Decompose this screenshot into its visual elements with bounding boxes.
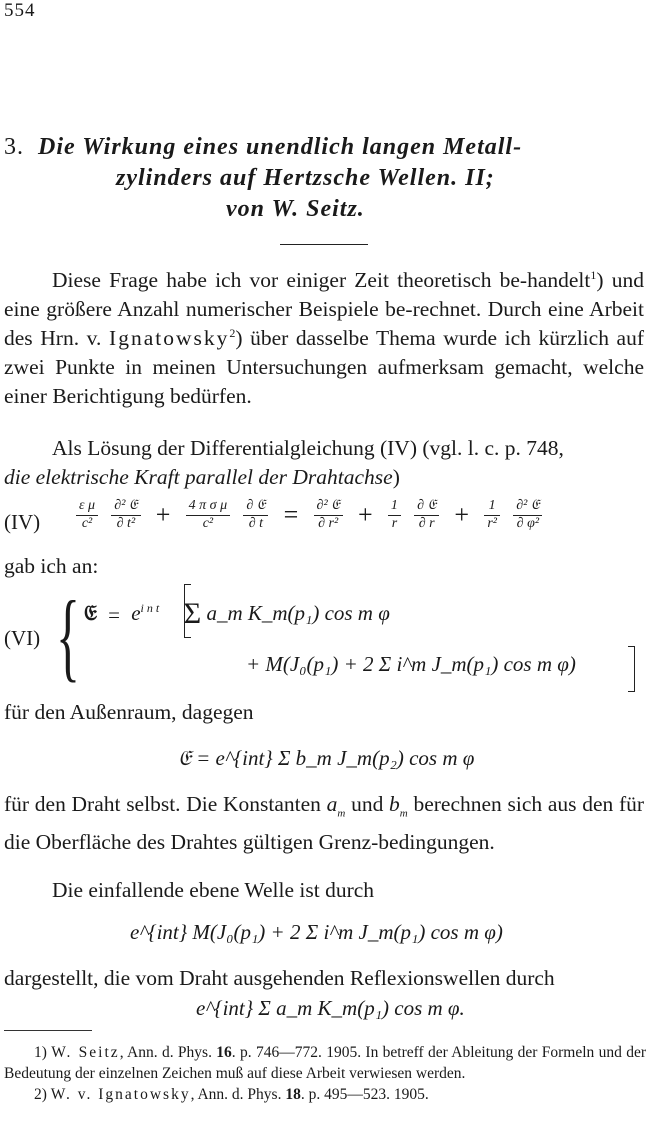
constant-a: a [326, 792, 338, 816]
aussenraum-line [4, 698, 644, 727]
equation-vi-line-2 [246, 652, 576, 677]
footnote-1 [4, 1042, 646, 1084]
sum-symbol: Σ [183, 597, 202, 630]
frac-den: r² [487, 516, 497, 531]
constant-b: b [389, 792, 400, 816]
footnotes [4, 1042, 646, 1105]
plus-sign: + [155, 500, 171, 529]
right-bracket [628, 646, 635, 692]
wire-eq-text: 𝔈 = e^{int} Σ b_m J_m(p₂) cos m φ [178, 746, 475, 770]
frac-num: ∂ 𝔈 [243, 498, 268, 516]
paragraph-3 [4, 790, 644, 857]
vi-line2-terms: + M(J₀(p₁) + 2 Σ i^m J_m(p₁) cos m φ) [246, 652, 576, 676]
frac-d2e-dt2 [111, 498, 140, 532]
para4-text: Die einfallende ebene Welle ist durch [52, 878, 375, 902]
frac-den: c² [202, 516, 214, 531]
fn2-volume: 18 [285, 1086, 301, 1103]
frac-den: ∂ r² [318, 516, 339, 531]
frac-num: 1 [484, 498, 500, 516]
title-line-2: zylinders auf Hertzsche Wellen. II; [116, 165, 495, 191]
fn2-journal: , Ann. d. Phys. [190, 1086, 282, 1103]
page-number: 554 [4, 0, 36, 21]
frac-num: ∂² 𝔈 [111, 498, 140, 516]
word-und: und [351, 792, 384, 816]
frac-eps-mu [76, 498, 98, 532]
footnote-ref-1: 1 [590, 267, 597, 282]
author-ignatowsky: Ignatowsky [109, 326, 230, 350]
equation-label-iv: (IV) [4, 510, 41, 534]
frac-den: ∂ t² [116, 516, 136, 531]
title-divider [280, 244, 368, 245]
frac-num: 1 [388, 498, 401, 516]
aussenraum-text: für den Außenraum, dagegen [4, 700, 254, 724]
frac-d2e-dphi2 [513, 498, 542, 532]
fn1-volume: 16 [216, 1044, 232, 1061]
para5-text: dargestellt, die vom Draht ausgehenden Reflexionswellen durch [4, 966, 555, 990]
equation-wire [178, 746, 474, 771]
para2-text-a: Als Lösung der Differentialgleichung (IV) (vgl. l. c. p. 748, [52, 436, 564, 460]
frac-den: ∂ φ² [516, 516, 540, 531]
equation-iv [72, 498, 546, 532]
title-line-1 [0, 132, 650, 163]
paragraph-4 [4, 876, 644, 905]
equation-incident [130, 920, 503, 945]
title-author: von W. Seitz. [226, 196, 365, 222]
frac-den: ∂ r [418, 516, 435, 531]
frac-den: ∂ t [248, 516, 264, 531]
frac-num: ∂² 𝔈 [314, 498, 343, 516]
para1-text-b: ) und eine größere Anzahl numerischer Beispiele be-rechnet. Durch eine Arbeit des Hrn. v. [4, 268, 644, 350]
frac-d2e-dr2 [314, 498, 343, 532]
gab-ich-an [4, 552, 644, 581]
frac-de-dr [414, 498, 439, 532]
article-title [0, 132, 650, 225]
paragraph-5 [4, 964, 644, 993]
frac-den: r [391, 516, 398, 531]
exp-term: $e^{i n t}$ [131, 601, 160, 625]
equals-sign: = [108, 602, 120, 627]
paragraph-1 [4, 266, 644, 411]
incident-eq-text: e^{int} M(J₀(p₁) + 2 Σ i^m J_m(p₁) cos m φ) [130, 920, 503, 944]
frac-num: ∂ 𝔈 [414, 498, 439, 516]
frac-den: c² [81, 516, 93, 531]
fn1-journal: , Ann. d. Phys. [119, 1044, 212, 1061]
para1-text-c: ) über dasselbe Thema wurde ich kürzlich auf zwei Punkte in meinen Untersuchungen aufmerksam gemacht, welche einer Berichtigung bedürfen. [4, 326, 645, 408]
footnote-2 [4, 1084, 646, 1105]
equation-label-vi: (VI) [4, 626, 41, 650]
frac-num: 4 π σ μ [186, 498, 230, 516]
plus-sign: + [358, 500, 373, 529]
fn1-rest: . p. 746—772. 1905. In betreff der Ableitung der Formeln und der Bedeutung der einzelnen Zeichen muß auf diese Arbeit verwiesen werden. [4, 1044, 647, 1082]
equals-sign: = [283, 500, 299, 529]
constant-a-m: $a_m$ [326, 792, 346, 820]
frac-1-r2 [484, 498, 500, 532]
fn2-number: 2) [34, 1086, 47, 1103]
para3-text-a: für den Draht selbst. Die Konstanten [4, 792, 321, 816]
footnote-ref-2: 2 [229, 325, 236, 340]
footnote-divider [4, 1030, 92, 1031]
frac-1-r [388, 498, 401, 532]
section-number: 3. [4, 134, 24, 160]
fn1-author: W. Seitz [51, 1044, 120, 1061]
fn2-rest: . p. 495—523. 1905. [300, 1086, 429, 1103]
para1-text-a: Diese Frage habe ich vor einiger Zeit theoretisch be-handelt [52, 268, 591, 292]
left-brace: { [56, 580, 80, 691]
para2-italic: die elektrische Kraft parallel der Drahtachse [4, 465, 393, 489]
fn1-number: 1) [34, 1044, 47, 1061]
gab-text: gab ich an: [4, 554, 99, 578]
field-e-symbol: 𝔈 [84, 600, 97, 625]
plus-sign: + [454, 500, 470, 529]
reflect-eq-text: e^{int} Σ a_m K_m(p₁) cos m φ. [196, 996, 465, 1020]
vi-line1-terms: a_m K_m(p₁) cos m φ [206, 601, 390, 625]
para2-close-paren: ) [392, 465, 400, 489]
frac-num: ∂² 𝔈 [513, 498, 542, 516]
title-text-1: Die Wirkung eines unendlich langen Metall- [38, 134, 523, 160]
equation-reflection [196, 996, 465, 1021]
equation-vi-line-1 [84, 594, 390, 628]
paragraph-2 [4, 434, 644, 492]
fn2-author: W. v. Ignatowsky [50, 1086, 191, 1103]
constant-b-m: $b_m$ [389, 792, 408, 820]
para3-text-b: berechnen sich aus den für die Oberfläche des Drahtes gültigen Grenz-bedingungen. [4, 792, 645, 855]
frac-num: ε μ [76, 498, 98, 516]
frac-de-dt [243, 498, 268, 532]
frac-4pi [186, 498, 230, 532]
